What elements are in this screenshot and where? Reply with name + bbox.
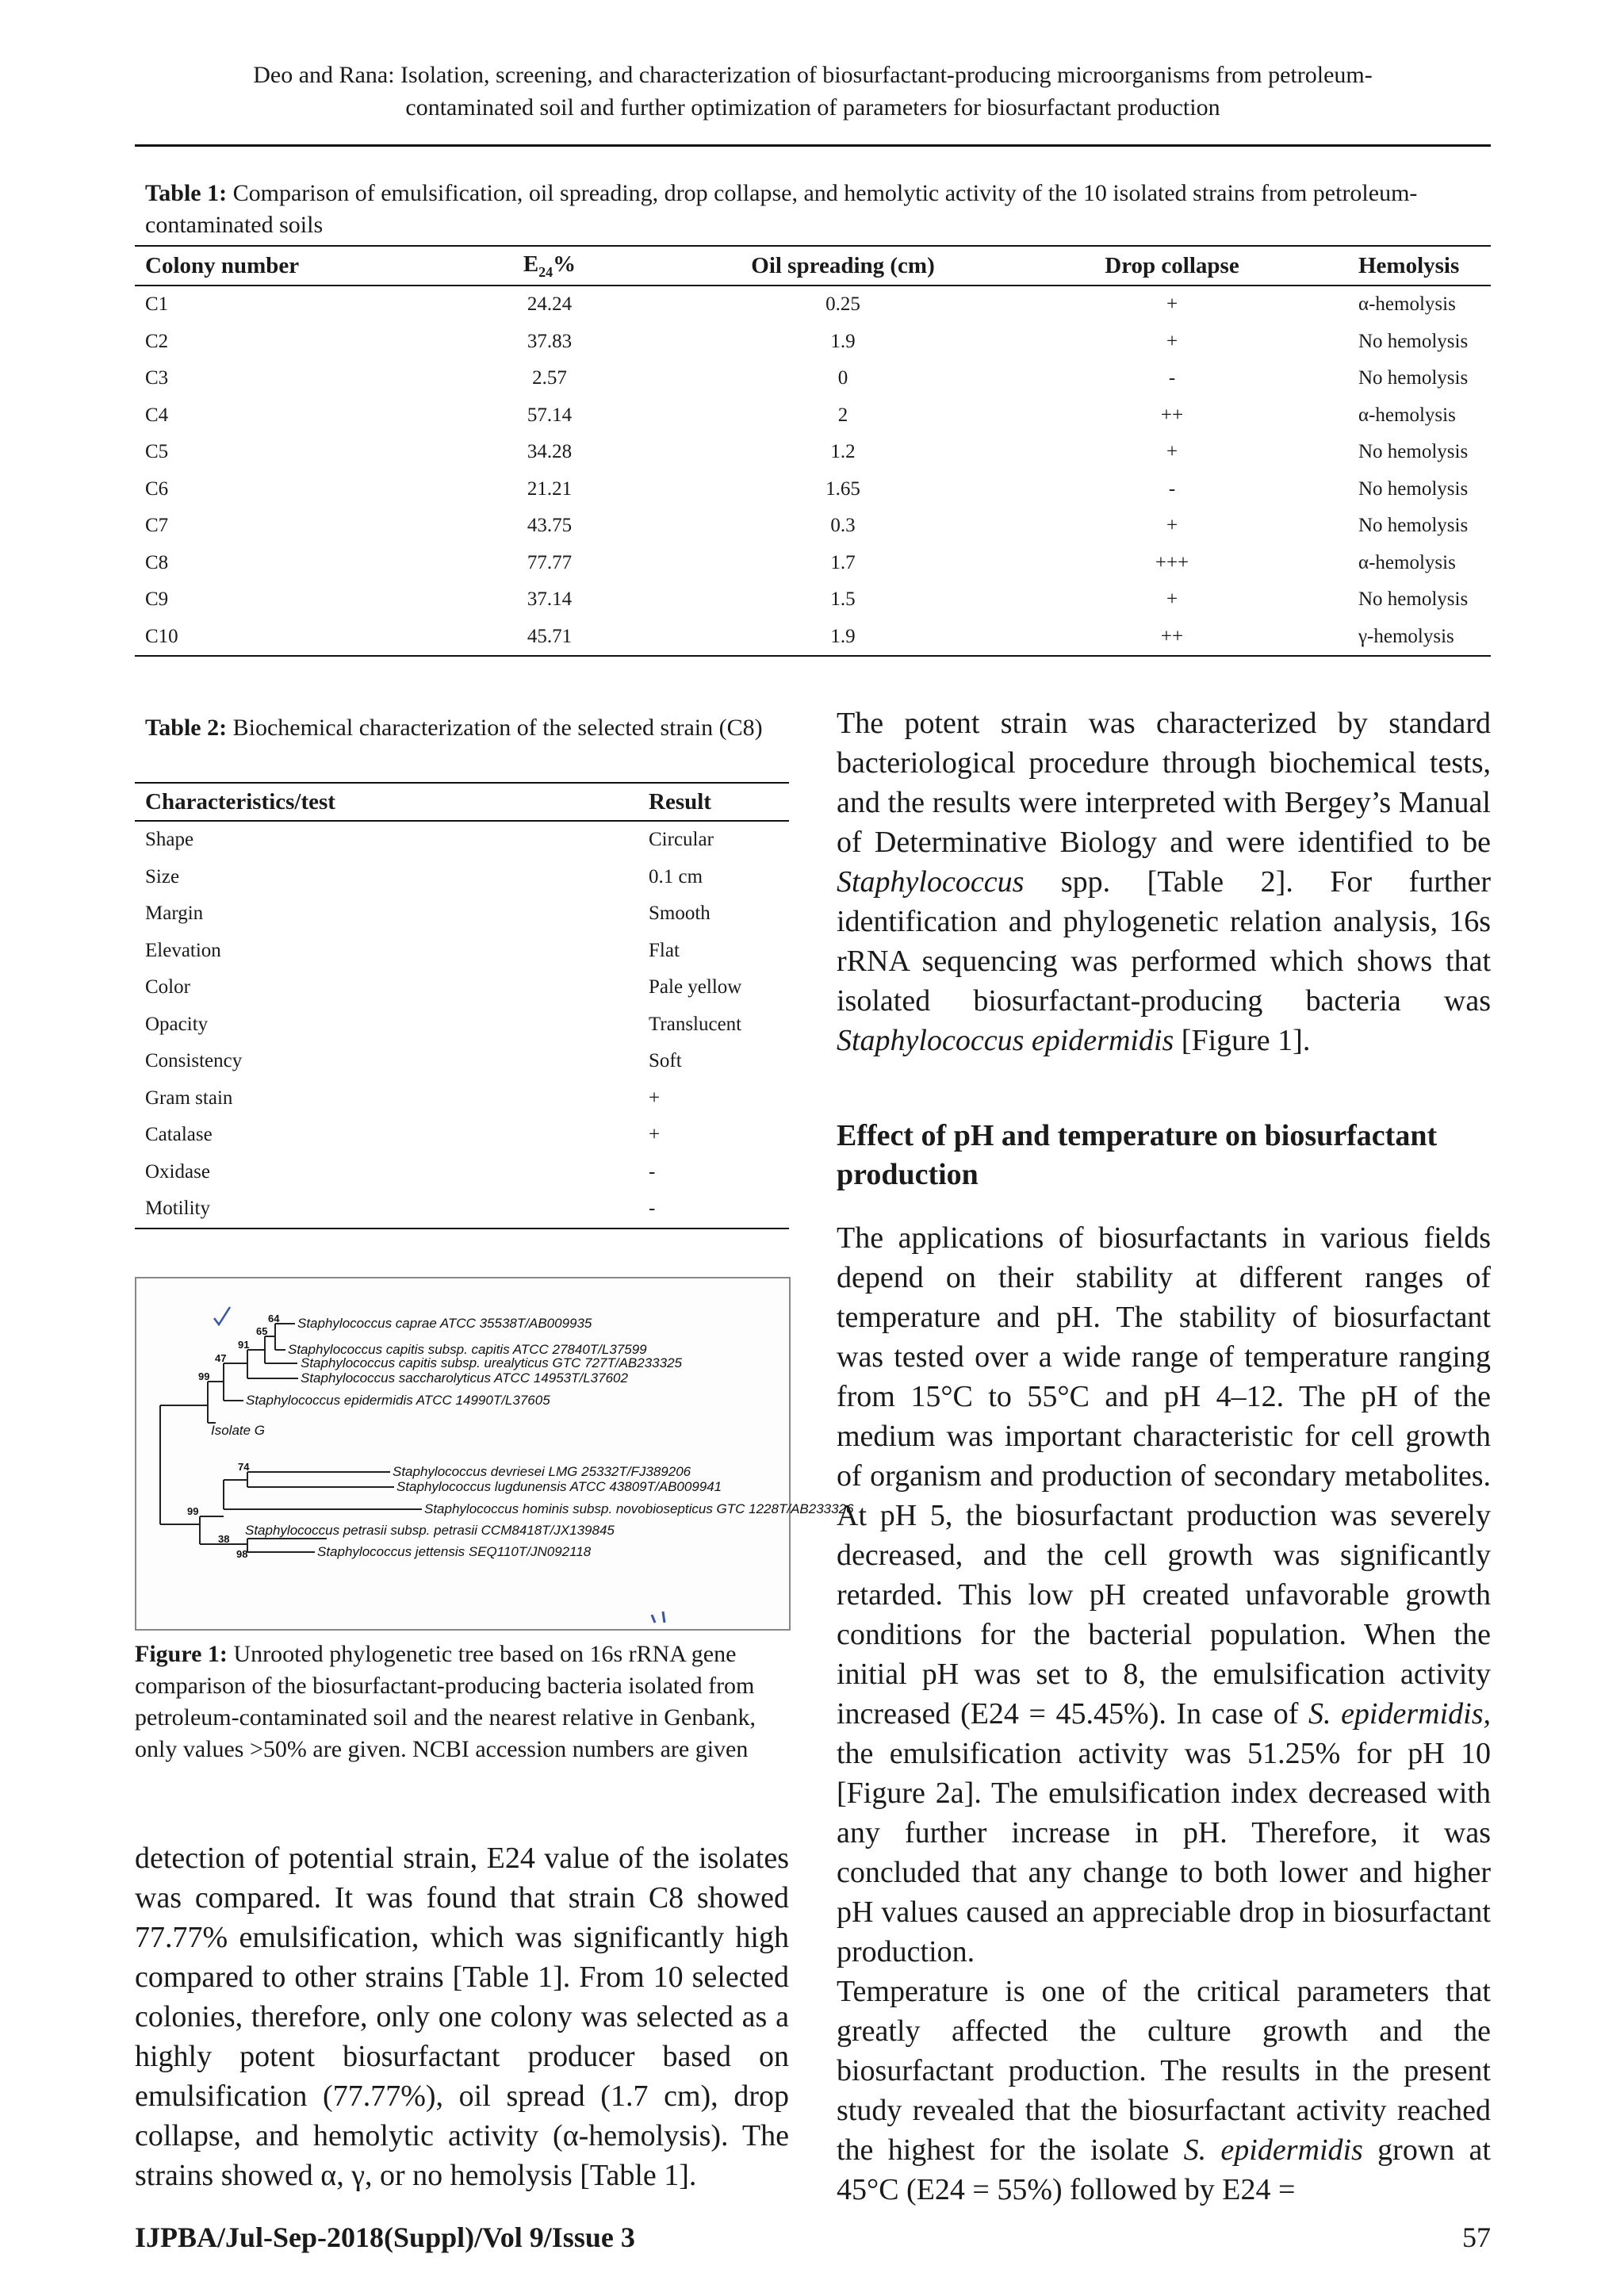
bootstrap-value: 64 [268, 1313, 280, 1324]
journal-footer: IJPBA/Jul-Sep-2018(Suppl)/Vol 9/Issue 3 [135, 2221, 635, 2253]
table2-result-cell: + [649, 1087, 661, 1109]
table1-cell: C6 [145, 477, 169, 500]
table2-header-row [135, 783, 789, 821]
table2-result-cell: Soft [649, 1050, 682, 1072]
table1-cell: C2 [145, 330, 169, 352]
table2-test-cell: Catalase [145, 1124, 213, 1146]
table1-cell: +++ [1155, 551, 1189, 573]
table2-row [135, 1117, 789, 1154]
taxon-label: Staphylococcus capitis subsp. capitis ATCC 27840T/L37599 [288, 1342, 647, 1357]
table1-cell: No hemolysis [1358, 330, 1469, 352]
table1-cell: + [1166, 330, 1178, 352]
italic-species: S. epidermidis, [1308, 1697, 1491, 1731]
section-heading: Effect of pH and temperature on biosurfactant production [837, 1119, 1438, 1191]
table1 [135, 245, 1491, 657]
table1-cell: + [1166, 441, 1178, 463]
table2-result-cell: Circular [649, 829, 714, 851]
table1-cell: 0 [837, 367, 848, 389]
table1-header-drop: Drop collapse [1065, 246, 1279, 286]
table1-cell: 43.75 [527, 515, 573, 537]
handwritten-checkmark [214, 1307, 230, 1324]
table2-test-cell: Consistency [145, 1050, 243, 1072]
table1-cell: 2 [837, 404, 848, 426]
table2-result-cell: - [649, 1190, 789, 1228]
table1-cell: 21.21 [527, 477, 573, 500]
italic-genus: Staphylococcus [837, 865, 1025, 899]
italic-species: S. epidermidis [1183, 2133, 1363, 2167]
running-header [135, 59, 1491, 124]
table1-cell: 1.5 [830, 588, 856, 611]
table2-test-cell: Motility [135, 1190, 649, 1228]
bootstrap-value: 74 [238, 1461, 250, 1473]
table1-cell: C10 [135, 619, 478, 657]
table2-test-cell: Oxidase [145, 1160, 210, 1182]
table1-cell: C8 [145, 551, 169, 573]
taxon-label: Staphylococcus jettensis SEQ110T/JN092118 [317, 1544, 592, 1559]
table1-cell: 37.83 [527, 330, 573, 352]
bootstrap-value: 47 [215, 1352, 227, 1364]
table2-result-cell: + [649, 1124, 661, 1146]
table2-result-cell: Pale yellow [649, 976, 742, 999]
text-run: [Figure 1]. [1174, 1024, 1311, 1057]
table1-cell: 77.77 [527, 551, 573, 573]
text-run: the emulsification activity was 51.25% for pH 10 [Figure 2a]. The emulsification index decreased with any further increase in pH. Therefore, it was concluded that any change to both lower and higher pH values caused an appreciable drop in biosurfactant production. [837, 1737, 1491, 1968]
figure1-label: Figure 1: [135, 1641, 228, 1667]
table1-row [135, 324, 1491, 361]
table1-row [135, 360, 1491, 397]
table2-row [135, 933, 789, 970]
header-rule [135, 144, 1491, 147]
table2-header-result: Result [649, 783, 789, 821]
table2-test-cell: Opacity [145, 1013, 209, 1035]
running-header-line1: Deo and Rana: Isolation, screening, and characterization of biosurfactant-producing microorganisms from petroleum- [253, 62, 1373, 88]
table1-caption [145, 178, 1485, 241]
table1-cell: - [1168, 367, 1176, 389]
table2-caption [145, 712, 779, 744]
table1-header-row [135, 246, 1491, 286]
table1-cell: 0.3 [830, 515, 856, 537]
table2-result-cell: - [649, 1160, 656, 1182]
table2-result-cell: Translucent [649, 1013, 742, 1035]
table1-cell: 1.2 [830, 441, 856, 463]
table1-label: Table 1: [145, 180, 228, 206]
taxon-label: Isolate G [211, 1423, 266, 1438]
table2-result-cell: Smooth [649, 903, 710, 925]
table1-cell: 2.57 [532, 367, 567, 389]
table2-row [135, 895, 789, 933]
table2-row [135, 1080, 789, 1117]
right-paragraph-1 [837, 703, 1491, 1060]
bootstrap-value: 98 [236, 1548, 248, 1560]
table2-row [135, 1006, 789, 1044]
taxon-label: Staphylococcus lugdunensis ATCC 43809T/AB009941 [396, 1479, 722, 1494]
table1-cell: 1.9 [621, 619, 1065, 657]
phylo-tree-svg [136, 1278, 854, 1629]
taxon-label: Staphylococcus saccharolyticus ATCC 14953T/L37602 [301, 1370, 628, 1386]
table1-cell: α-hemolysis [1358, 551, 1456, 573]
table2-result-cell: 0.1 cm [649, 865, 703, 887]
table2 [135, 782, 789, 1229]
table2-test-cell: Shape [145, 829, 194, 851]
pen-mark [652, 1612, 665, 1623]
table1-cell: 57.14 [527, 404, 573, 426]
table1-cell: 24.24 [527, 293, 573, 316]
table2-label: Table 2: [145, 715, 228, 741]
table2-row [135, 969, 789, 1006]
table1-row [135, 397, 1491, 435]
table1-row [135, 545, 1491, 582]
table1-cell: C3 [145, 367, 169, 389]
table1-cell: No hemolysis [1358, 441, 1469, 463]
taxon-label: Staphylococcus capitis subsp. urealyticus GTC 727T/AB233325 [301, 1355, 682, 1370]
table1-cell: 1.65 [825, 477, 860, 500]
table2-row [135, 821, 789, 859]
table1-cell: 0.25 [825, 293, 860, 316]
table1-header-oil: Oil spreading (cm) [621, 246, 1065, 286]
table1-cell: α-hemolysis [1358, 404, 1456, 426]
table1-cell: + [1166, 515, 1178, 537]
table2-row [135, 1154, 789, 1191]
text-run: grown at 45°C (E24 = 55%) followed by E24 = [837, 2133, 1491, 2206]
table1-cell: No hemolysis [1358, 515, 1469, 537]
bootstrap-value: 91 [238, 1339, 250, 1351]
table1-cell: γ-hemolysis [1279, 619, 1491, 657]
table2-header-test: Characteristics/test [135, 783, 649, 821]
table2-row [135, 859, 789, 896]
text-run: The applications of biosurfactants in various fields depend on their stability at different ranges of temperature and pH. The stability of biosurfactant was tested over a wide range of temperature ranging from 15°C to 55°C and pH 4–12. The pH of the medium was important characteristic for cell growth of organism and production of secondary metabolites. At pH 5, the biosurfactant production was severely decreased, and the cell growth was significantly retarded. This low pH created unfavorable growth conditions for the bacterial population. When the initial pH was set to 8, the emulsification activity increased (E24 = 45.45%). In case of [837, 1221, 1491, 1731]
table1-cell: C7 [145, 515, 169, 537]
table2-test-cell: Elevation [145, 939, 221, 961]
figure1-phylogenetic-tree [135, 1277, 854, 1631]
bootstrap-value: 99 [187, 1505, 199, 1517]
table1-caption-text: Comparison of emulsification, oil spreading, drop collapse, and hemolytic activity of the 10 isolated strains from petroleum-contaminated soils [145, 180, 1418, 238]
table1-row [135, 286, 1491, 324]
table1-cell: 45.71 [478, 619, 621, 657]
figure1-caption-text: Unrooted phylogenetic tree based on 16s rRNA gene comparison of the biosurfactant-producing bacteria isolated from petroleum-contaminated soil and the nearest relative in Genbank, only values >50% are given. NCBI accession numbers are given [135, 1641, 756, 1762]
table1-header-e24: $E_{24}\%$ [478, 246, 621, 286]
table1-cell: ++ [1160, 404, 1184, 426]
table1-row [135, 508, 1491, 545]
taxon-label: Staphylococcus devriesei LMG 25332T/FJ389206 [393, 1464, 691, 1479]
table1-cell: No hemolysis [1358, 367, 1469, 389]
taxon-label: Staphylococcus petrasii subsp. petrasii CCM8418T/JX139845 [245, 1523, 615, 1538]
figure1-caption [135, 1639, 787, 1765]
page-number: 57 [1462, 2221, 1491, 2253]
table1-cell: - [1168, 477, 1176, 500]
italic-species: Staphylococcus epidermidis [837, 1024, 1174, 1057]
table1-cell: C5 [145, 441, 169, 463]
table1-cell: No hemolysis [1358, 477, 1469, 500]
bootstrap-value: 65 [256, 1325, 268, 1337]
table2-test-cell: Size [145, 865, 180, 887]
text-run: The potent strain was characterized by standard bacteriological procedure through biochemical tests, and the results were interpreted with Bergey’s Manual of Determinative Biology and were identified to be [837, 707, 1491, 859]
table1-header-hemolysis: Hemolysis [1279, 246, 1491, 286]
table2-test-cell: Gram stain [145, 1087, 233, 1109]
table2-caption-text: Biochemical characterization of the selected strain (C8) [227, 715, 763, 741]
table2-test-cell: Margin [145, 903, 204, 925]
right-paragraph-3 [837, 1972, 1491, 2210]
table1-cell: α-hemolysis [1358, 293, 1456, 316]
table2-row [135, 1190, 789, 1228]
table1-cell: C4 [145, 404, 169, 426]
table1-row [135, 471, 1491, 508]
table2-result-cell: Flat [649, 939, 680, 961]
bootstrap-value: 38 [218, 1533, 230, 1545]
table1-cell: C9 [145, 588, 169, 611]
table1-row [135, 434, 1491, 471]
table1-header-colony: Colony number [135, 246, 478, 286]
table1-cell: + [1166, 588, 1178, 611]
table1-cell: 1.7 [830, 551, 856, 573]
table1-cell: + [1166, 293, 1178, 316]
taxon-label: Staphylococcus hominis subsp. novobiosepticus GTC 1228T/AB233326 [424, 1501, 854, 1516]
table2-test-cell: Color [145, 976, 190, 999]
taxon-label: Staphylococcus caprae ATCC 35538T/AB009935 [297, 1316, 592, 1331]
taxon-label: Staphylococcus epidermidis ATCC 14990T/L37605 [246, 1393, 550, 1408]
right-paragraph-2 [837, 1218, 1491, 2210]
table1-cell: No hemolysis [1358, 588, 1469, 611]
left-paragraph [135, 1838, 789, 2195]
table1-row [135, 619, 1491, 657]
left-paragraph-text: detection of potential strain, E24 value of the isolates was compared. It was found that strain C8 showed 77.77% emulsification, which was significantly high compared to other strains [Table 1]. From 10 selected colonies, therefore, only one colony was selected as a highly potent biosurfactant producer based on emulsification (77.77%), oil spread (1.7 cm), drop collapse, and hemolytic activity (α-hemolysis). The strains showed α, γ, or no hemolysis [Table 1]. [135, 1842, 789, 2192]
text-run: spp. [Table 2]. For further identification and phylogenetic relation analysis, 16s rRNA sequencing was performed which shows that isolated biosurfactant-producing bacteria was [837, 865, 1491, 1018]
table1-cell: 1.9 [830, 330, 856, 352]
tree-taxa [211, 1316, 854, 1559]
bootstrap-value: 99 [198, 1370, 210, 1382]
table1-cell: ++ [1065, 619, 1279, 657]
table1-row [135, 581, 1491, 619]
text-run: Temperature is one of the critical parameters that greatly affected the culture growth and the biosurfactant production. The results in the present study revealed that the biosurfactant activity reached the highest for the isolate [837, 1975, 1491, 2167]
table1-cell: 37.14 [527, 588, 573, 611]
table2-row [135, 1043, 789, 1080]
table1-cell: C1 [145, 293, 169, 316]
running-header-line2: contaminated soil and further optimization of parameters for biosurfactant production [405, 94, 1220, 121]
table1-cell: 34.28 [527, 441, 573, 463]
